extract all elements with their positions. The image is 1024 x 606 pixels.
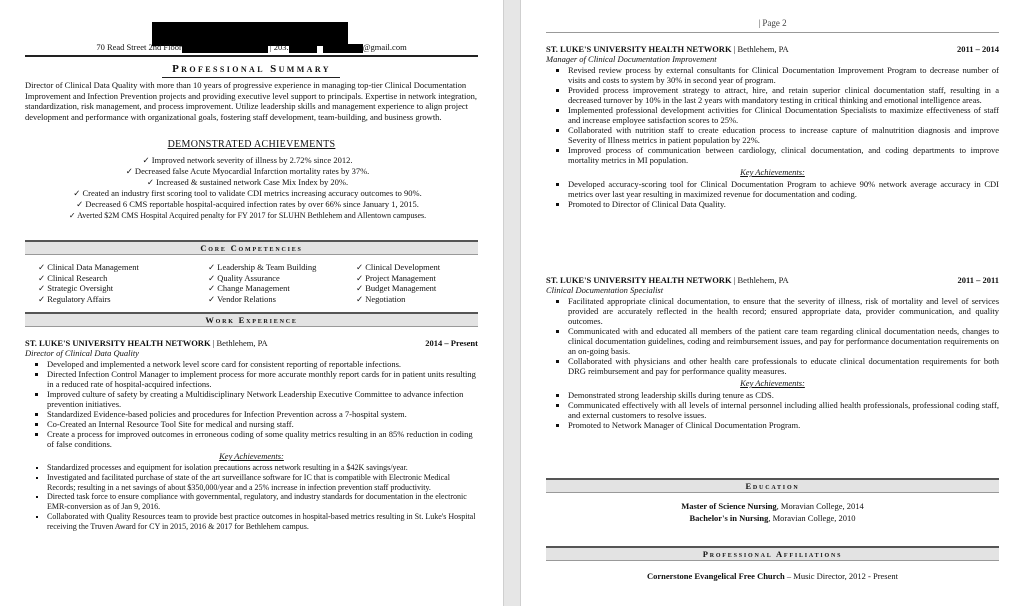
job-title: Director of Clinical Data Quality (25, 348, 139, 358)
job-duties (546, 65, 999, 165)
education-item (546, 512, 999, 524)
resume-page-2 (521, 0, 1024, 606)
job-key-achievements (546, 179, 999, 209)
job-header (546, 44, 999, 54)
list-item: ▪ Communicated effectively with all levels of internal personnel including allied health professionals, professional coding staff, and external customers to resolve issues. (568, 400, 999, 420)
competency-item: ✓ Strategic Oversight (38, 283, 114, 293)
list-item: ▪ Directed Infection Control Manager to implement process for more accurate monthly report cards for in patient units resulting in a reduced rate of hospital-acquired infections. (47, 369, 478, 389)
list-item: ▪ Facilitated appropriate clinical documentation, to ensure that the severity of illness, risk of mortality and level of services provided are accurately reflected in the health record; ensured appropriate data, provider communication, and quality outcomes. (568, 296, 999, 326)
list-item: ▪ Collaborated with physicians and other health care professionals to educate clinical documentation requirements for both DRG reimbursement and pay for performance quality measures. (568, 356, 999, 376)
degree: Master of Science Nursing (681, 501, 777, 511)
list-item: ▪ Create a process for improved outcomes in erroneous coding of some quality metrics resulting in an 85% reduction in coding of false conditions. (47, 429, 478, 449)
competency-item: ✓ Clinical Research (38, 272, 108, 283)
competencies-header: Core Competencies (25, 240, 478, 255)
list-item: ▪ Improved process of communication between cardiology, clinical documentation, and coding departments to improve mortality metrics in MI population. (568, 145, 999, 165)
page-number: | Page 2 (758, 18, 787, 28)
page-gutter (503, 0, 521, 606)
achievements-list (20, 155, 475, 221)
job-dates: 2011 – 2011 (957, 275, 999, 285)
job-duties (25, 359, 478, 449)
redacted-email-user (323, 44, 363, 53)
list-item: ▪ Standardized Evidence-based policies and procedures for Infection Prevention across a 7-hospital system. (47, 409, 478, 419)
summary-text: Director of Clinical Data Quality with more than 10 years of progressive experience in managing top-tier Clinical Documentation Improvement and Infection Prevention projects and providing executive level support to principals. Expertise in network integration, standardization, risk management, and process improvement. Utilize leadership skills and management experience to align project development and performance with organizational goals, fostering staff development, team-building, and business growth. (25, 80, 478, 122)
achievements-title: DEMONSTRATED ACHIEVEMENTS (167, 139, 336, 150)
job-employer: ST. LUKE'S UNIVERSITY HEALTH NETWORK (546, 275, 732, 285)
job-dates: 2014 – Present (425, 338, 478, 348)
list-item: ▪ Provided process improvement strategy to attract, hire, and retain superior clinical documentation staff, resulting in a decreased turnover by 10% in the last 2 years with mandatory testing in critical thinking and emotional intelligence areas. (568, 85, 999, 105)
job-key-achievements (546, 390, 999, 430)
contact-phone: | 203. (269, 42, 289, 52)
job-duties (546, 296, 999, 376)
organization: Cornerstone Evangelical Free Church (646, 571, 785, 581)
achievement-item: ✓ Decreased 6 CMS reportable hospital-acquired infection rates by over 66% since January 1, 2015. (76, 199, 419, 209)
job-manager-cdi (546, 44, 999, 209)
school: , Moravian College, 2014 (776, 501, 864, 511)
competencies-col-1 (38, 262, 139, 304)
competency-item: ✓ Clinical Data Management (38, 262, 139, 272)
competency-item: ✓ Vendor Relations (208, 293, 276, 304)
job-title: Clinical Documentation Specialist (546, 285, 664, 295)
competency-item: ✓ Project Management (356, 272, 436, 283)
competency-item: ✓ Leadership & Team Building (208, 262, 317, 272)
degree: Bachelor's in Nursing (689, 513, 769, 523)
job-director (25, 338, 478, 532)
job-location: | Bethlehem, PA (731, 44, 789, 54)
job-location: | Bethlehem, PA (210, 338, 268, 348)
competencies-col-3 (356, 262, 440, 304)
education-header: Education (546, 478, 999, 493)
job-employer: ST. LUKE'S UNIVERSITY HEALTH NETWORK (546, 44, 732, 54)
list-item: ▪ Implemented professional development activities for Clinical Documentation Specialists to maximize effectiveness of staff and increase employee satisfaction scores to 25%. (568, 105, 999, 125)
competency-item: ✓ Quality Assurance (208, 272, 280, 283)
key-achievements-label: Key Achievements: (740, 167, 805, 177)
achievement-item: ✓ Created an industry first scoring tool to validate CDI metrics increasing accuracy outcomes to 90%. (73, 188, 422, 198)
achievement-item: ✓ Increased & sustained network Case Mix Index by 20%. (146, 177, 349, 187)
job-key-achievements (25, 463, 478, 532)
affiliations-list (546, 570, 999, 582)
competency-item: ✓ Negotiation (356, 293, 406, 304)
job-title: Manager of Clinical Documentation Improvement (546, 54, 717, 64)
work-experience-header: Work Experience (25, 312, 478, 327)
list-item: ▪ Communicated with and educated all members of the patient care team regarding clinical documentation needs, changes to clinical documentation guidelines, coding and reimbursement issues, and pay for performance documentation requirements on an on-going basis. (568, 326, 999, 356)
affiliation-detail: – Music Director, 2012 - Present (784, 571, 898, 581)
education-list (546, 500, 999, 524)
resume-page-1 (0, 0, 503, 606)
list-item: ▪ Collaborated with Quality Resources team to provide best practice outcomes in hospital-based metrics resulting in St. Luke's Hospital receiving the Truven Award for CY in 2015, 2016 & 2017 for Bethlehem campus. (47, 512, 478, 532)
redacted-city (182, 44, 268, 53)
page2-header-divider (546, 32, 999, 33)
job-dates: 2011 – 2014 (956, 44, 999, 54)
competency-item: ✓ Change Management (208, 283, 290, 293)
contact-line (0, 42, 503, 53)
contact-address: 70 Read Street 2nd Floor (96, 42, 182, 52)
list-item: ▪ Standardized processes and equipment for isolation precautions across network resulting in a $42K savings/year. (47, 463, 478, 473)
competencies-col-2 (208, 262, 316, 304)
list-item: ▪ Directed task force to ensure compliance with governmental, regulatory, and industry standards for documentation in the electronic EMR-conversion as of Jan 9, 2016. (47, 492, 478, 512)
list-item: ▪ Promoted to Network Manager of Clinical Documentation Program. (568, 420, 999, 430)
list-item: ▪ Improved culture of safety by creating a Multidisciplinary Network Leadership Executive Committee to advance infection prevention initiatives. (47, 389, 478, 409)
list-item: ▪ Developed accuracy-scoring tool for Clinical Documentation Program to achieve 90% network average accuracy in CDI metrics over last year resulting in maximized revenue for documentation and coding. (568, 179, 999, 199)
key-achievements-label: Key Achievements: (219, 451, 284, 461)
achievement-item: ✓ Averted $2M CMS Hospital Acquired penalty for FY 2017 for SLUHN Bethlehem and Allentown campuses. (68, 211, 427, 220)
list-item: ▪ Developed and implemented a network level score card for consistent reporting of reportable infections. (47, 359, 478, 369)
key-achievements-label: Key Achievements: (740, 378, 805, 388)
list-item: ▪ Demonstrated strong leadership skills during tenure as CDS. (568, 390, 999, 400)
job-location: | Bethlehem, PA (731, 275, 789, 285)
redacted-phone (289, 44, 317, 53)
summary-title: Professional Summary (172, 63, 331, 75)
competency-item: ✓ Budget Management (356, 283, 437, 293)
affiliations-header: Professional Affiliations (546, 546, 999, 561)
summary-title-underline (162, 77, 340, 78)
job-cds (546, 275, 999, 430)
education-item (546, 500, 999, 512)
list-item: ▪ Co-Created an Internal Resource Tool Site for medical and nursing staff. (47, 419, 478, 429)
competency-item: ✓ Clinical Development (356, 262, 441, 272)
header-divider (25, 55, 478, 57)
job-header (546, 275, 999, 285)
contact-email[interactable]: @gmail.com (362, 42, 407, 52)
school: , Moravian College, 2010 (768, 513, 856, 523)
achievement-item: ✓ Decreased false Acute Myocardial Infarction mortality rates by 37%. (125, 166, 370, 176)
list-item: ▪ Promoted to Director of Clinical Data Quality. (568, 199, 999, 209)
list-item: ▪ Collaborated with nutrition staff to create education process to increase capture of malnutrition diagnosis and improve Severity of Illness metrics in patient population by 22%. (568, 125, 999, 145)
competency-item: ✓ Regulatory Affairs (38, 293, 111, 304)
job-header (25, 338, 478, 348)
job-employer: ST. LUKE'S UNIVERSITY HEALTH NETWORK (25, 338, 211, 348)
affiliation-item (546, 570, 999, 582)
list-item: ▪ Revised review process by external consultants for Clinical Documentation Improvement Program to decrease number of visits and costs to system by 30% in second year of program. (568, 65, 999, 85)
achievement-item: ✓ Improved network severity of illness by 2.72% since 2012. (142, 155, 353, 165)
list-item: ▪ Investigated and facilitated purchase of state of the art surveillance software for IC that is compatible with Electronic Medical Records; resulting in a net savings of about $350,000/year and a 25% increase in infection prevention staff productivity. (47, 473, 478, 493)
